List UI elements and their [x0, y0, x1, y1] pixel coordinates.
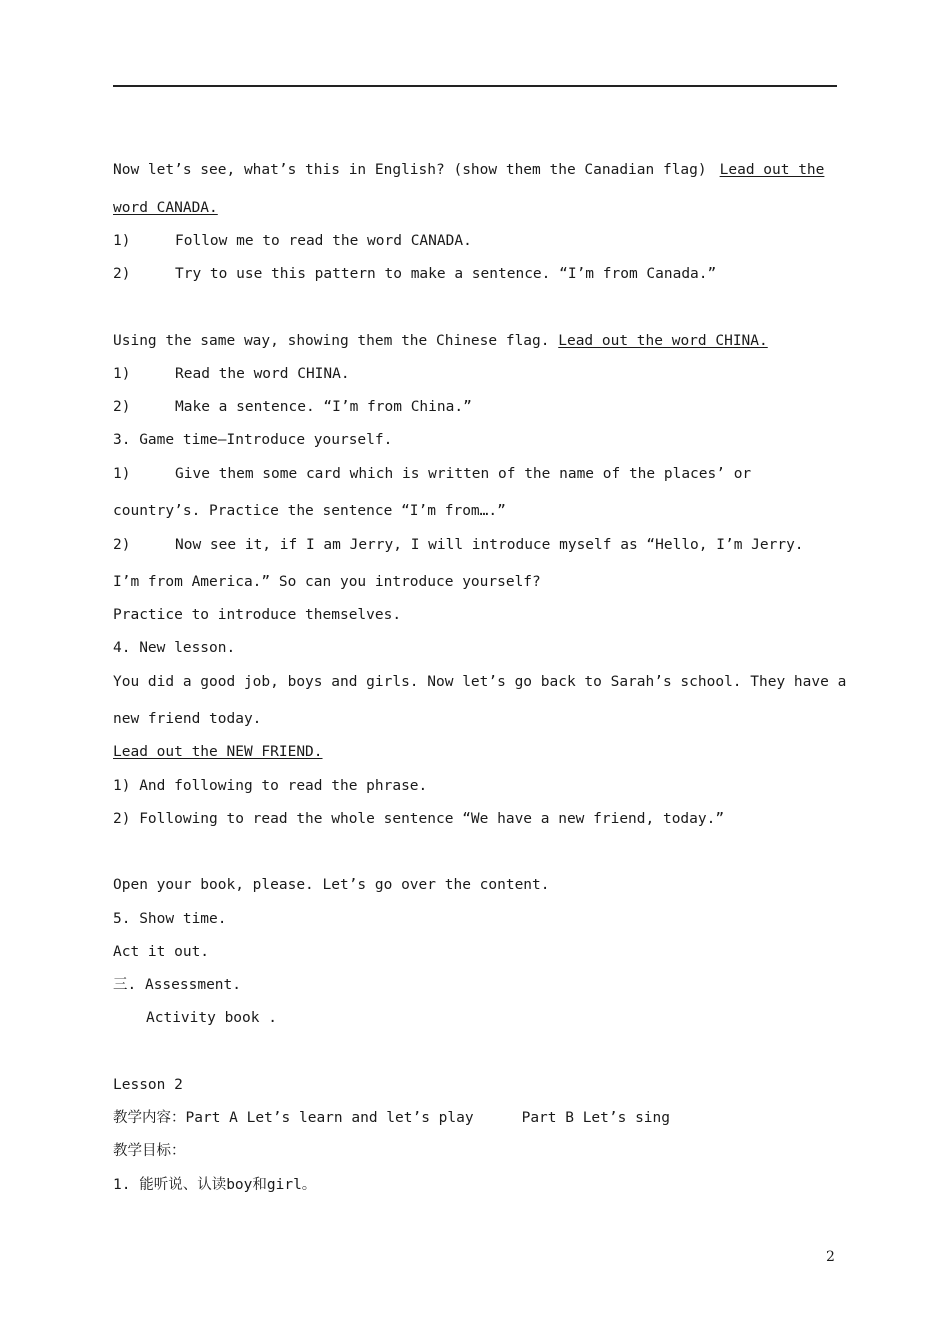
list-item: 1) Follow me to read the word CANADA. — [113, 233, 472, 249]
list-item: 2) Try to use this pattern to make a sentence. “I’m from Canada.” — [113, 266, 717, 282]
list-item: 1) Give them some card which is written of the name of the places’ or — [113, 466, 752, 482]
header-rule — [113, 85, 837, 87]
text-line: Using the same way, showing them the Chinese flag. Lead out the word CHINA. — [113, 333, 768, 349]
list-item: 1. 能听说、认读boy和girl。 — [113, 1177, 317, 1193]
text-line: new friend today. — [113, 711, 262, 727]
section-heading: 4. New lesson. — [113, 640, 236, 656]
section-heading: 3. Game time—Introduce yourself. — [113, 432, 393, 448]
page-number: 2 — [826, 1249, 835, 1265]
text-line: Now let’s see, what’s this in English? (show them the Canadian flag) Lead out the — [113, 162, 825, 178]
section-heading: 三. Assessment. — [113, 977, 241, 993]
text-line: country’s. Practice the sentence “I’m from….” — [113, 503, 506, 519]
list-item: 2) Following to read the whole sentence “We have a new friend, today.” — [113, 811, 725, 827]
section-heading: 5. Show time. — [113, 911, 227, 927]
lesson-title: Lesson 2 — [113, 1077, 183, 1093]
text-line: 教学内容：Part A Let’s learn and let’s play Part B Let’s sing — [113, 1110, 670, 1126]
text-line: Activity book . — [146, 1010, 277, 1026]
text-line: Practice to introduce themselves. — [113, 607, 402, 623]
text-line: You did a good job, boys and girls. Now let’s go back to Sarah’s school. They have a — [113, 674, 847, 690]
list-item: 2) Now see it, if I am Jerry, I will introduce myself as “Hello, I’m Jerry. — [113, 537, 804, 553]
list-item: 1) Read the word CHINA. — [113, 366, 350, 382]
text-line: Act it out. — [113, 944, 210, 960]
list-item: 1) And following to read the phrase. — [113, 778, 428, 794]
text-line: Lead out the NEW FRIEND. — [113, 744, 323, 760]
text-line: Open your book, please. Let’s go over the content. — [113, 877, 550, 893]
text-line: I’m from America.” So can you introduce yourself? — [113, 574, 541, 590]
text-line: word CANADA. — [113, 200, 218, 216]
list-item: 2) Make a sentence. “I’m from China.” — [113, 399, 472, 415]
text-line: 教学目标： — [113, 1143, 186, 1159]
